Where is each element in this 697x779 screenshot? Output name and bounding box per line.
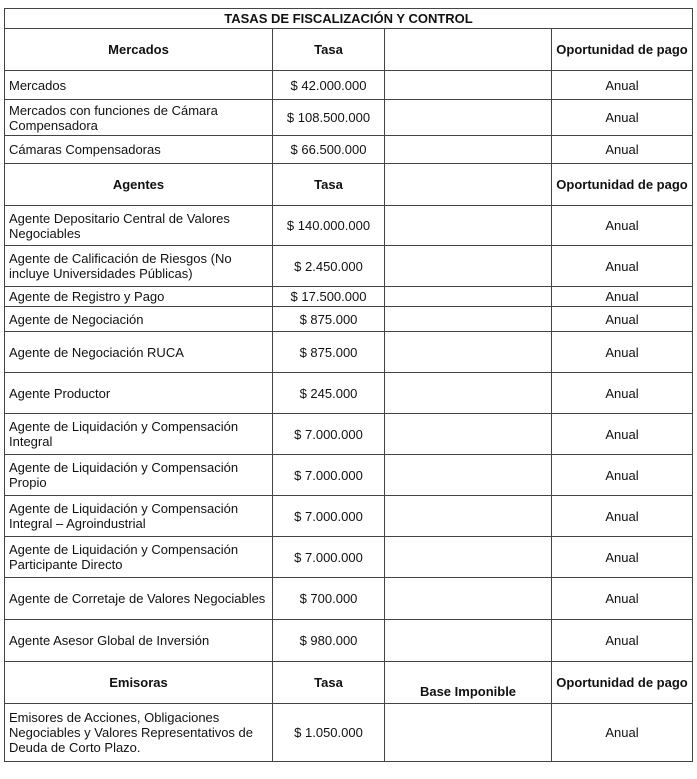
row-tasa: $ 2.450.000 bbox=[273, 246, 385, 287]
row-tasa: $ 245.000 bbox=[273, 373, 385, 414]
row-base-imponible bbox=[385, 578, 552, 620]
row-name: Agente Productor bbox=[5, 373, 273, 414]
base-imponible-header bbox=[385, 164, 552, 206]
table-row bbox=[5, 537, 693, 578]
table-row bbox=[5, 578, 693, 620]
base-imponible-header: Base Imponible bbox=[385, 662, 552, 704]
table-title: TASAS DE FISCALIZACIÓN Y CONTROL bbox=[5, 9, 693, 29]
row-oportunidad-pago: Anual bbox=[552, 578, 693, 620]
row-name: Agente de Liquidación y Compensación Propio bbox=[5, 455, 273, 496]
row-tasa: $ 7.000.000 bbox=[273, 414, 385, 455]
row-oportunidad-pago: Anual bbox=[552, 100, 693, 136]
row-name: Agente de Negociación RUCA bbox=[5, 332, 273, 373]
section-name-header: Emisoras bbox=[5, 662, 273, 704]
row-tasa: $ 42.000.000 bbox=[273, 71, 385, 100]
row-base-imponible bbox=[385, 287, 552, 307]
row-oportunidad-pago: Anual bbox=[552, 373, 693, 414]
row-tasa: $ 7.000.000 bbox=[273, 496, 385, 537]
row-name: Agente de Liquidación y Compensación Integral – Agroindustrial bbox=[5, 496, 273, 537]
table-row bbox=[5, 704, 693, 762]
row-name: Agente de Registro y Pago bbox=[5, 287, 273, 307]
row-name: Agente de Corretaje de Valores Negociables bbox=[5, 578, 273, 620]
section-name-header: Agentes bbox=[5, 164, 273, 206]
row-base-imponible bbox=[385, 307, 552, 332]
row-tasa: $ 17.500.000 bbox=[273, 287, 385, 307]
row-tasa: $ 7.000.000 bbox=[273, 455, 385, 496]
row-tasa: $ 1.050.000 bbox=[273, 704, 385, 762]
table-row bbox=[5, 246, 693, 287]
section-name-header: Mercados bbox=[5, 29, 273, 71]
row-oportunidad-pago: Anual bbox=[552, 332, 693, 373]
row-tasa: $ 980.000 bbox=[273, 620, 385, 662]
row-name: Agente de Liquidación y Compensación Participante Directo bbox=[5, 537, 273, 578]
row-name: Agente Asesor Global de Inversión bbox=[5, 620, 273, 662]
row-base-imponible bbox=[385, 246, 552, 287]
table-row bbox=[5, 620, 693, 662]
row-tasa: $ 875.000 bbox=[273, 307, 385, 332]
row-base-imponible bbox=[385, 414, 552, 455]
row-oportunidad-pago: Anual bbox=[552, 414, 693, 455]
row-oportunidad-pago: Anual bbox=[552, 537, 693, 578]
row-base-imponible bbox=[385, 332, 552, 373]
table-row bbox=[5, 373, 693, 414]
section-header-agentes bbox=[5, 164, 693, 206]
row-base-imponible bbox=[385, 704, 552, 762]
table-row bbox=[5, 206, 693, 246]
row-name: Agente de Calificación de Riesgos (No incluye Universidades Públicas) bbox=[5, 246, 273, 287]
table-row bbox=[5, 71, 693, 100]
row-name: Emisores de Acciones, Obligaciones Negociables y Valores Representativos de Deuda de Corto Plazo. bbox=[5, 704, 273, 762]
row-tasa: $ 7.000.000 bbox=[273, 537, 385, 578]
tasa-header: Tasa bbox=[273, 662, 385, 704]
row-oportunidad-pago: Anual bbox=[552, 455, 693, 496]
row-name: Cámaras Compensadoras bbox=[5, 136, 273, 164]
row-oportunidad-pago: Anual bbox=[552, 307, 693, 332]
row-name: Agente de Negociación bbox=[5, 307, 273, 332]
tasa-header: Tasa bbox=[273, 29, 385, 71]
row-tasa: $ 66.500.000 bbox=[273, 136, 385, 164]
section-header-emisoras bbox=[5, 662, 693, 704]
row-base-imponible bbox=[385, 496, 552, 537]
section-header-mercados bbox=[5, 29, 693, 71]
row-base-imponible bbox=[385, 206, 552, 246]
row-base-imponible bbox=[385, 100, 552, 136]
fees-table bbox=[4, 8, 693, 762]
row-oportunidad-pago: Anual bbox=[552, 496, 693, 537]
tasa-header: Tasa bbox=[273, 164, 385, 206]
row-tasa: $ 108.500.000 bbox=[273, 100, 385, 136]
row-oportunidad-pago: Anual bbox=[552, 71, 693, 100]
row-oportunidad-pago: Anual bbox=[552, 136, 693, 164]
row-name: Mercados con funciones de Cámara Compensadora bbox=[5, 100, 273, 136]
row-base-imponible bbox=[385, 136, 552, 164]
row-tasa: $ 140.000.000 bbox=[273, 206, 385, 246]
row-base-imponible bbox=[385, 620, 552, 662]
row-base-imponible bbox=[385, 71, 552, 100]
table-row bbox=[5, 287, 693, 307]
row-tasa: $ 700.000 bbox=[273, 578, 385, 620]
row-oportunidad-pago: Anual bbox=[552, 206, 693, 246]
row-name: Mercados bbox=[5, 71, 273, 100]
row-oportunidad-pago: Anual bbox=[552, 704, 693, 762]
base-imponible-header bbox=[385, 29, 552, 71]
table-row bbox=[5, 100, 693, 136]
oportunidad-pago-header: Oportunidad de pago bbox=[552, 164, 693, 206]
table-row bbox=[5, 496, 693, 537]
row-oportunidad-pago: Anual bbox=[552, 620, 693, 662]
row-base-imponible bbox=[385, 373, 552, 414]
table-title-row bbox=[5, 9, 693, 29]
table-row bbox=[5, 136, 693, 164]
row-name: Agente de Liquidación y Compensación Integral bbox=[5, 414, 273, 455]
table-row bbox=[5, 455, 693, 496]
row-base-imponible bbox=[385, 537, 552, 578]
oportunidad-pago-header: Oportunidad de pago bbox=[552, 662, 693, 704]
row-oportunidad-pago: Anual bbox=[552, 287, 693, 307]
row-oportunidad-pago: Anual bbox=[552, 246, 693, 287]
table-row bbox=[5, 414, 693, 455]
row-name: Agente Depositario Central de Valores Negociables bbox=[5, 206, 273, 246]
table-row bbox=[5, 307, 693, 332]
table-row bbox=[5, 332, 693, 373]
row-tasa: $ 875.000 bbox=[273, 332, 385, 373]
oportunidad-pago-header: Oportunidad de pago bbox=[552, 29, 693, 71]
row-base-imponible bbox=[385, 455, 552, 496]
